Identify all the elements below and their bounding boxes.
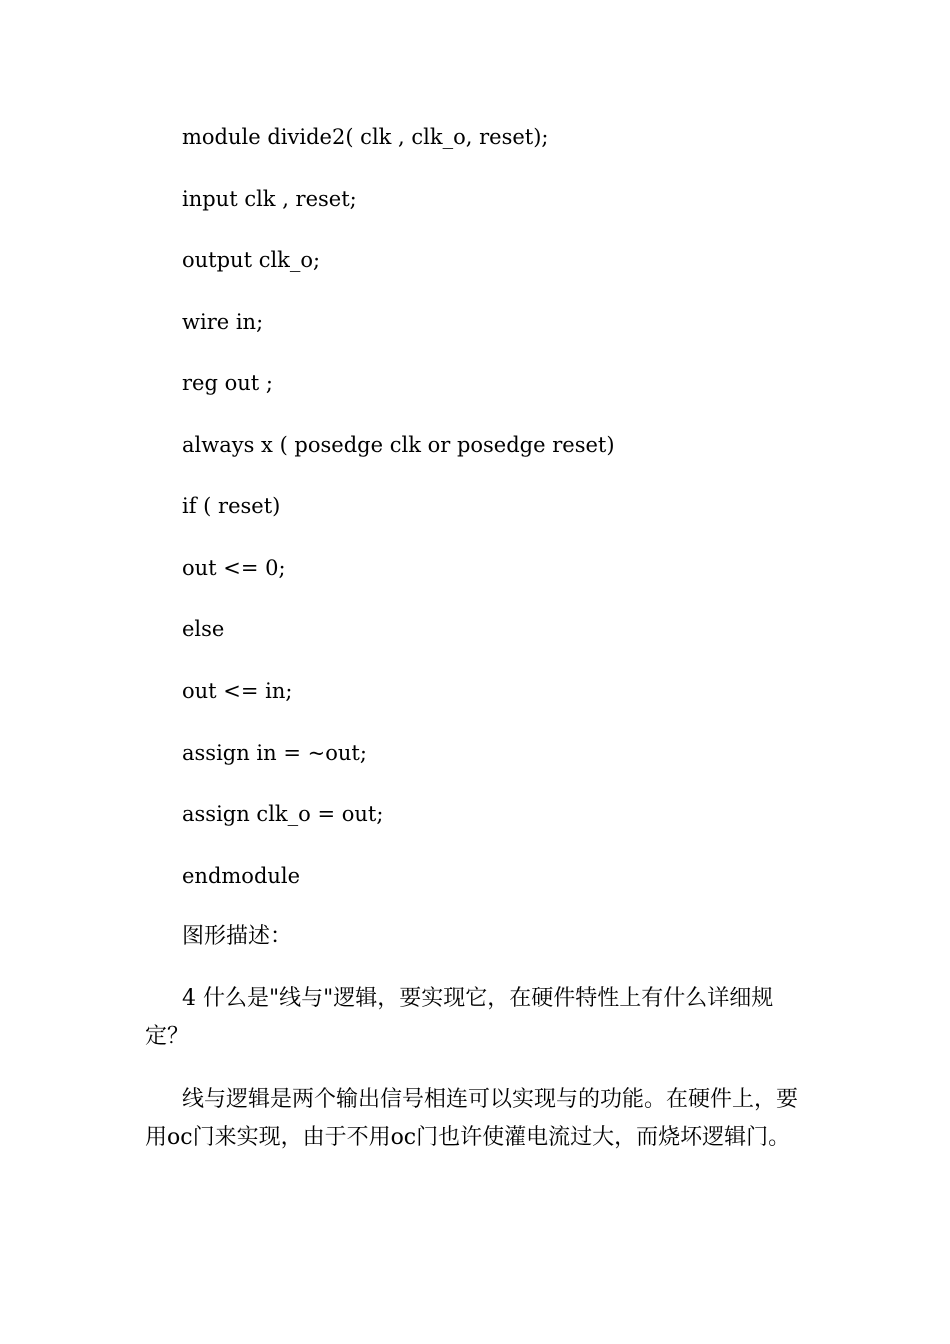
code-line-reg: reg out ; <box>182 371 273 395</box>
code-line-out-in: out <= in; <box>182 679 293 703</box>
code-line-out-reset: out <= 0; <box>182 556 286 580</box>
code-line-endmodule: endmodule <box>182 864 301 888</box>
code-line-else: else <box>182 617 225 641</box>
answer-paragraph: 线与逻辑是两个输出信号相连可以实现与的功能。在硬件上，要用oc门来实现，由于不用oc门也许使灌电流过大，而烧坏逻辑门。 <box>145 1087 799 1150</box>
code-line-if: if ( reset) <box>182 494 281 518</box>
code-line-assign-in: assign in = ~out; <box>182 741 367 765</box>
code-line-wire: wire in; <box>182 310 264 334</box>
code-line-input: input clk , reset; <box>182 187 357 211</box>
code-line-always: always x ( posedge clk or posedge reset) <box>182 433 615 457</box>
code-line-module: module divide2( clk , clk_o, reset); <box>182 125 549 149</box>
code-line-assign-clk-o: assign clk_o = out; <box>182 802 384 826</box>
question-paragraph: 4 什么是"线与"逻辑，要实现它，在硬件特性上有什么详细规定？ <box>145 986 774 1049</box>
code-line-output: output clk_o; <box>182 248 321 272</box>
figure-description-label: 图形描述： <box>182 924 293 949</box>
